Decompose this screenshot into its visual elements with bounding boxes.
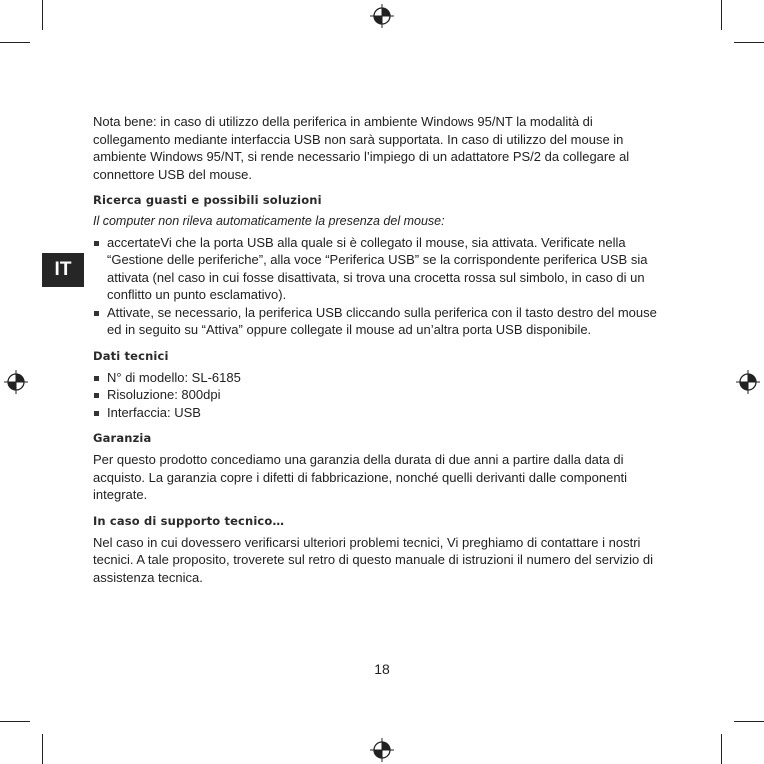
crop-mark-bottom-right-h xyxy=(734,721,764,722)
registration-mark-left-icon xyxy=(4,370,28,394)
registration-mark-top-icon xyxy=(370,4,394,28)
bullet-icon xyxy=(94,376,99,381)
list-item-text: Risoluzione: 800dpi xyxy=(107,387,221,402)
page-number: 18 xyxy=(374,661,390,677)
bullet-icon xyxy=(94,393,99,398)
crop-mark-top-left-v xyxy=(42,0,43,30)
troubleshooting-heading: Ricerca guasti e possibili soluzioni xyxy=(93,193,322,207)
support-paragraph: Nel caso in cui dovessero verificarsi ulteriori problemi tecnici, Vi preghiamo di contattare i nostri tecnici. A tale proposito, troverete sul retro di questo manuale di istruzioni il numero del servizio di assistenza tecnica. xyxy=(93,534,654,585)
crop-mark-top-left-h xyxy=(0,42,30,43)
warranty-heading: Garanzia xyxy=(93,431,152,445)
specs-list xyxy=(93,369,673,422)
bullet-icon xyxy=(94,411,99,416)
page-content xyxy=(93,113,673,586)
list-item-text: Attivate, se necessario, la periferica USB cliccando sulla periferica con il tasto destro del mouse ed in seguito su “Attiva” oppure collegate il mouse ad un’altra porta USB disponibile. xyxy=(107,304,657,337)
bullet-icon xyxy=(94,241,99,246)
troubleshooting-list xyxy=(93,234,673,339)
crop-mark-top-right-v xyxy=(721,0,722,30)
warranty-paragraph: Per questo prodotto concediamo una garanzia della durata di due anni a partire dalla data di acquisto. La garanzia copre i difetti di fabbricazione, nonché quelli derivanti dalle componenti integrate. xyxy=(93,452,628,502)
list-item-text: N° di modello: SL-6185 xyxy=(107,369,241,385)
registration-mark-bottom-icon xyxy=(370,738,394,762)
list-item xyxy=(93,404,673,422)
specs-heading: Dati tecnici xyxy=(93,348,169,363)
crop-mark-bottom-left-v xyxy=(42,734,43,764)
language-tab: IT xyxy=(42,253,84,287)
list-item-text: accertateVi che la porta USB alla quale si è collegato il mouse, sia attivata. Verificate nella “Gestione delle periferiche”, alla voce “Periferica USB” se la corrispondente periferica USB sia attivata (nel caso in cui fosse disattivata, si trova una crocetta rossa sul simbolo, in caso di un conflitto un punto esclamativo). xyxy=(107,234,648,302)
bullet-icon xyxy=(94,311,99,316)
crop-mark-bottom-right-v xyxy=(721,734,722,764)
list-item xyxy=(93,386,673,404)
registration-mark-right-icon xyxy=(736,370,760,394)
crop-mark-top-right-h xyxy=(734,42,764,43)
list-item xyxy=(93,234,673,304)
note-paragraph: Nota bene: in caso di utilizzo della periferica in ambiente Windows 95/NT la modalità di collegamento mediante interfaccia USB non sarà supportata. In caso di utilizzo del mouse in ambiente Windows 95/NT, si rende necessario l’impiego di un adattatore PS/2 da collegare al connettore USB del mouse. xyxy=(93,114,630,182)
troubleshooting-subheading: Il computer non rileva automaticamente la presenza del mouse: xyxy=(93,214,445,228)
crop-mark-bottom-left-h xyxy=(0,721,30,722)
support-heading: In caso di supporto tecnico… xyxy=(93,513,285,528)
list-item-text: Interfaccia: USB xyxy=(107,404,201,420)
list-item xyxy=(93,304,673,339)
list-item xyxy=(93,369,673,387)
